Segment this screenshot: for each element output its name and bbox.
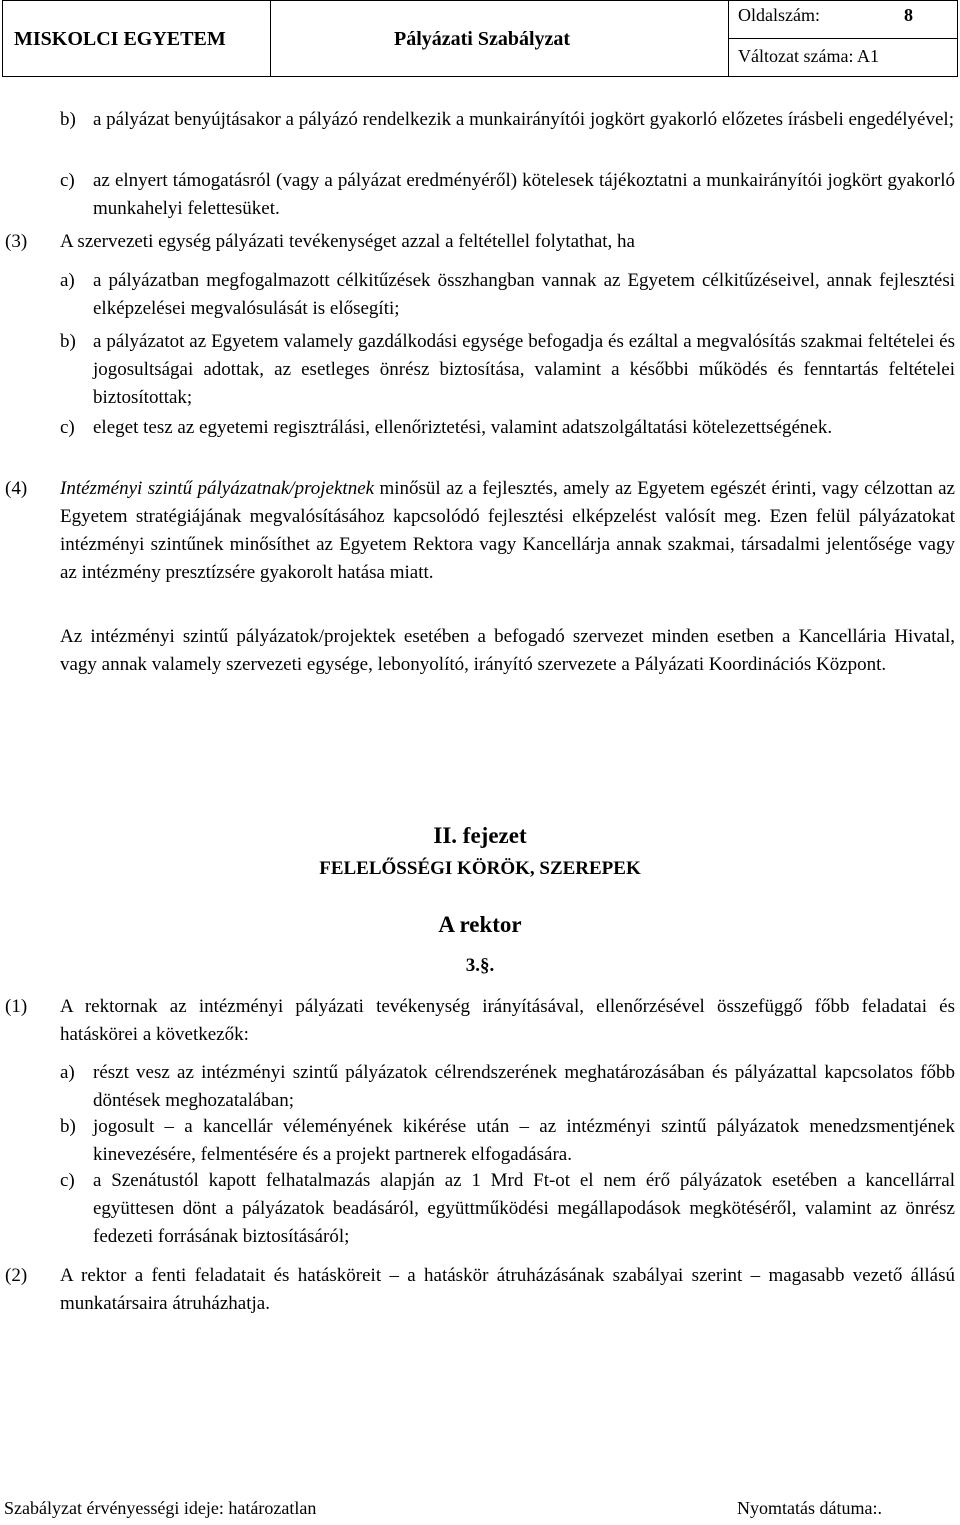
item-marker: b) bbox=[60, 109, 76, 130]
page-header bbox=[0, 0, 960, 77]
page-label: Oldalszám: bbox=[738, 5, 820, 25]
item-text: a pályázat benyújtásakor a pályázó rendelkezik a munkairányítói jogkört gyakorló előzetes írásbeli engedélyével; bbox=[93, 109, 954, 130]
item-text: a Szenátustól kapott felhatalmazás alapján az 1 Mrd Ft-ot el nem érő pályázatok esetében a kancellárral együttesen dönt a pályázatok beadásáról, együttműködési megállapodások megkötéséről, valamint az önrész fedezeti forrásának biztosításáról; bbox=[93, 1170, 955, 1247]
paragraph-number: (2) bbox=[5, 1265, 28, 1286]
item-marker: b) bbox=[60, 331, 76, 352]
item-marker: a) bbox=[60, 270, 75, 291]
section-number: 3.§. bbox=[465, 955, 495, 976]
item-text: jogosult – a kancellár véleményének kikérése után – az intézményi szintű pályázatok menedzsmentjének kinevezésére, felmentésére és a projekt partnerek elfogadására. bbox=[93, 1116, 955, 1165]
paragraph-text: A szervezeti egység pályázati tevékenységet azzal a feltétellel folytathat, ha bbox=[60, 231, 635, 252]
item-text: a pályázatot az Egyetem valamely gazdálkodási egysége befogadja és ezáltal a megvalósítás szakmai feltételei és jogosultságai adottak, az esetleges önrész biztosítása, valamint a későbbi működés és fenntartás feltételei biztosítottak; bbox=[93, 331, 955, 408]
item-marker: c) bbox=[60, 170, 75, 191]
defined-term: Intézményi szintű pályázatnak/projektnek bbox=[60, 478, 375, 499]
header-border-bottom bbox=[2, 76, 958, 77]
item-marker: c) bbox=[60, 1170, 75, 1191]
chapter-number: II. fejezet bbox=[433, 823, 527, 848]
item-marker: a) bbox=[60, 1062, 75, 1083]
paragraph-text: A rektornak az intézményi pályázati tevékenység irányításával, ellenőrzésével összefüggő főbb feladatai és hatáskörei a következők: bbox=[60, 996, 955, 1045]
institution-name: MISKOLCI EGYETEM bbox=[14, 28, 226, 50]
paragraph-number: (4) bbox=[5, 478, 28, 499]
section-subtitle: A rektor bbox=[438, 912, 522, 937]
item-text: részt vesz az intézményi szintű pályázatok célrendszerének meghatározásában és pályázattal kapcsolatos főbb döntések meghozatalában; bbox=[93, 1062, 955, 1111]
header-divider-3 bbox=[728, 38, 958, 39]
header-divider-1 bbox=[270, 0, 271, 77]
page-number: 8 bbox=[904, 5, 913, 25]
paragraph-text bbox=[60, 475, 955, 587]
paragraph-number: (1) bbox=[5, 996, 28, 1017]
item-marker: b) bbox=[60, 1116, 76, 1137]
item-text: a pályázatban megfogalmazott célkitűzések összhangban vannak az Egyetem célkitűzéseivel, annak fejlesztési elképzelései megvalósulását is elősegíti; bbox=[93, 270, 955, 319]
paragraph-text: Az intézményi szintű pályázatok/projektek esetében a befogadó szervezet minden esetben a Kancellária Hivatal, vagy annak valamely szervezeti egysége, lebonyolító, irányító szervezete a Pályázati Koordinációs Központ. bbox=[60, 626, 955, 675]
paragraph-text: A rektor a fenti feladatait és hatásköreit – a hatáskör átruházásának szabályai szerint – magasabb vezető állású munkatársaira átruházhatja. bbox=[60, 1265, 955, 1314]
footer-print-date: Nyomtatás dátuma:. bbox=[737, 1498, 882, 1518]
document-title: Pályázati Szabályzat bbox=[394, 28, 571, 50]
header-border-top bbox=[2, 0, 958, 1]
paragraph-text-rest: minősül az a fejlesztés, amely az Egyetem egészét érinti, vagy célzottan az Egyetem stratégiájának megvalósításához kapcsolódó fejlesztési elképzelést valósít meg. Ezen felül pályázatokat intézményi szintűnek minősíthet az Egyetem Rektora vagy Kancellárja annak szakmai, társadalmi jelentősége vagy az intézmény presztízsére gyakorolt hatása miatt. bbox=[60, 478, 955, 583]
header-border-left bbox=[2, 0, 3, 77]
item-text: az elnyert támogatásról (vagy a pályázat eredményéről) kötelesek tájékoztatni a munkairányítói jogkört gyakorló munkahelyi felettesüket. bbox=[93, 170, 955, 219]
item-marker: c) bbox=[60, 417, 75, 438]
chapter-title: FELELŐSSÉGI KÖRÖK, SZEREPEK bbox=[319, 858, 641, 879]
paragraph-number: (3) bbox=[5, 231, 28, 252]
footer-validity: Szabályzat érvényességi ideje: határozatlan bbox=[4, 1498, 317, 1518]
item-text: eleget tesz az egyetemi regisztrálási, ellenőriztetési, valamint adatszolgáltatási kötelezettségének. bbox=[93, 417, 833, 438]
version-label: Változat száma: A1 bbox=[738, 46, 879, 66]
